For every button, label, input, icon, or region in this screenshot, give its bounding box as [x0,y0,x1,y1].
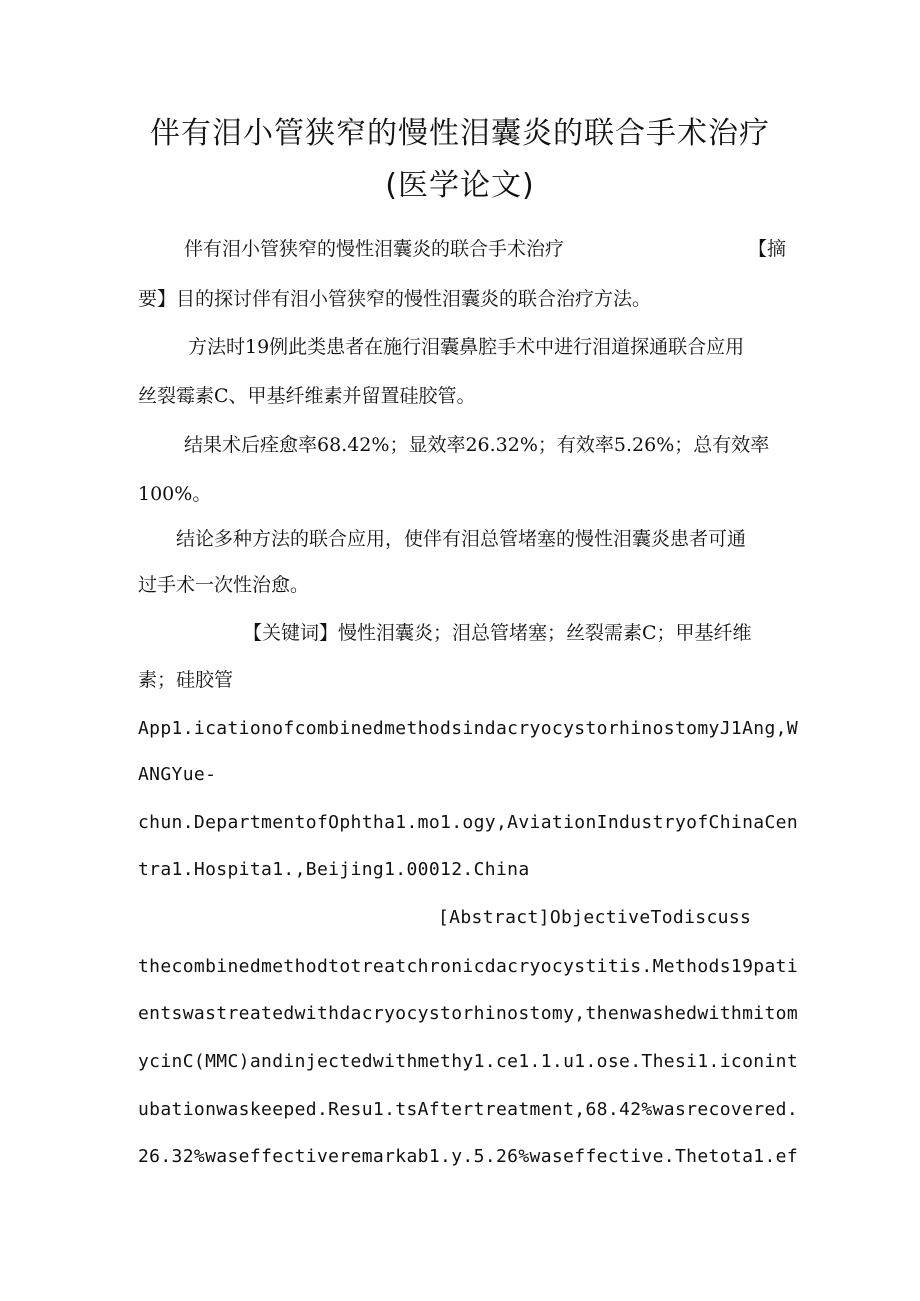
results-line-1: 结果术后痊愈率68.42%；显效率26.32%；有效率5.26%；总有效率 [184,434,770,456]
english-line-10: 26.32%waseffectiveremarkab1.y.5.26%waseffective.Thetota1.ef [138,1146,799,1167]
english-line-2: ANGYue- [138,764,217,785]
results-line-2: 100%。 [138,483,212,505]
english-line-3: chun.DepartmentofOphtha1.mo1.ogy,AviationIndustryofChinaCen [138,812,799,833]
english-line-1: App1.icationofcombinedmethodsindacryocystorhinostomyJ1Ang,W [138,718,799,739]
english-line-6: thecombinedmethodtotreatchronicdacryocystitis.Methods19pati [138,956,799,977]
keywords-line-1: 【关键词】慢性泪囊炎；泪总管堵塞；丝裂需素C；甲基纤维 [243,622,752,644]
keywords-line-2: 素；硅胶管 [138,669,234,691]
english-line-7: entswastreatedwithdacryocystorhinostomy,thenwashedwithmitom [138,1003,799,1024]
abstract-label-start: 【摘 [748,238,787,260]
conclusion-line-2: 过手术一次性治愈。 [138,574,310,596]
abstract-line-1: 伴有泪小管狭窄的慢性泪囊炎的联合手术治疗 [184,238,565,260]
english-line-9: ubationwaskeeped.Resu1.tsAftertreatment,68.42%wasrecovered. [138,1099,799,1120]
english-abstract-heading: [Abstract]ObjectiveTodiscuss [438,907,752,928]
methods-line-1: 方法时19例此类患者在施行泪囊鼻腔手术中进行泪道探通联合应用 [188,336,745,358]
english-line-4: tra1.Hospita1.,Beijing1.00012.China [138,859,530,880]
document-title: 伴有泪小管狭窄的慢性泪囊炎的联合手术治疗(医学论文) [150,116,770,203]
conclusion-line-1: 结论多种方法的联合应用，使伴有泪总管堵塞的慢性泪囊炎患者可通 [176,528,747,550]
methods-line-2: 丝裂霉素C、甲基纤维素并留置硅胶管。 [138,385,476,407]
abstract-line-2: 要】目的探讨伴有泪小管狭窄的慢性泪囊炎的联合治疗方法。 [138,288,652,310]
english-line-8: ycinC(MMC)andinjectedwithmethy1.ce1.1.u1.ose.Thesi1.iconint [138,1051,799,1072]
